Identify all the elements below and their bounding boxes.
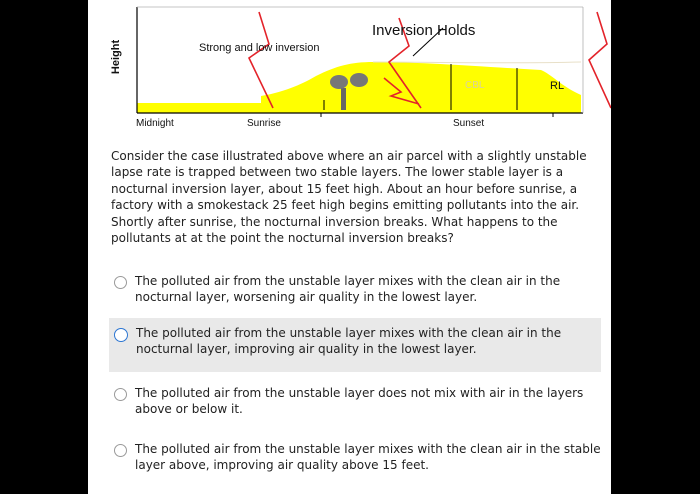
boundary-layer-area [137,62,581,113]
answer-option-4[interactable] [109,438,601,476]
answer-option-3[interactable] [109,382,601,420]
answer-option-1[interactable] [109,270,601,308]
answer-text-3: The polluted air from the unstable layer does not mix with air in the layers above or below it. [135,386,584,417]
rl-label: RL [550,80,565,92]
cbl-label: CBL [465,80,485,91]
radio-button-1[interactable] [114,276,127,289]
strong-inversion-label: Strong and low inversion [199,42,320,54]
radio-button-3[interactable] [114,388,127,401]
smoke-puff [330,75,348,89]
question-panel [88,0,611,494]
inversion-zigzag-midnight [249,12,273,108]
question-text: Consider the case illustrated above where an air parcel with a slightly unstable lapse rate is trapped between two stable layers. The lower stable layer is a nocturnal inversion layer, about 15 feet high. About an hour before sunrise, a factory with a smokestack 25 feet high begins emitting pollutants into the air. Shortly after sunrise, the nocturnal inversion breaks. What happens to the pollutants at at the point the nocturnal inversion breaks? [111,149,587,246]
inversion-zigzag-evening [589,12,611,108]
radio-button-4[interactable] [114,444,127,457]
figure-title: Inversion Holds [372,22,476,39]
inversion-figure [111,0,611,135]
time-label-midnight: Midnight [136,118,174,129]
y-axis-label: Height [110,39,123,75]
smokestack [341,88,346,110]
smoke-puff [350,73,368,87]
answer-option-2[interactable] [109,318,601,372]
time-label-sunset: Sunset [453,118,485,129]
time-label-sunrise: Sunrise [247,118,281,129]
radio-button-2[interactable] [114,328,128,342]
inversion-diagram [111,0,611,135]
answer-text-2: The polluted air from the unstable layer mixes with the clean air in the nocturnal layer, improving air quality in the lowest layer. [136,326,562,357]
answer-text-1: The polluted air from the unstable layer mixes with the clean air in the nocturnal layer, worsening air quality in the lowest layer. [135,274,561,305]
answer-text-4: The polluted air from the unstable layer mixes with the clean air in the stable layer above, improving air quality above 15 feet. [135,442,601,473]
